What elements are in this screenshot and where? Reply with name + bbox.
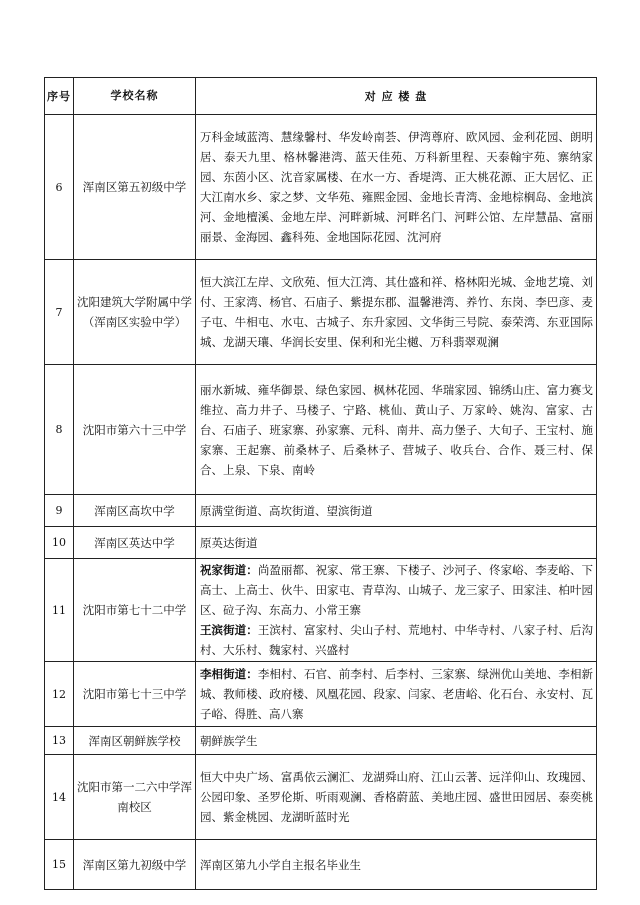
table-header-row bbox=[45, 78, 597, 115]
street-areas: 李相村、石官、前李村、后李村、三家寨、绿洲优山美地、李相新城、教师楼、政府楼、风凰花园、段家、闫家、老唐峪、化石台、永安村、瓦子峪、得胜、高八寨 bbox=[200, 667, 594, 721]
header-index: 序号 bbox=[45, 78, 74, 115]
table-row bbox=[45, 495, 597, 527]
row-index: 10 bbox=[45, 527, 74, 559]
row-index: 6 bbox=[45, 115, 74, 260]
row-area: 恒大滨江左岸、文欣苑、恒大江湾、其仕盛和祥、格林阳光城、金地艺境、刘付、王家湾、杨官、石庙子、紫提东郡、温馨港湾、养竹、东岗、李巴彦、麦子屯、牛相屯、水屯、古城子、东升家园、文华街三号院、泰荣湾、东亚国际城、龙湖天瓖、华润长安里、保利和光尘樾、万科翡翠观澜 bbox=[196, 260, 597, 365]
row-school: 沈阳市第七十二中学 bbox=[74, 559, 196, 662]
street-areas: 王滨村、富家村、尖山子村、荒地村、中华寺村、八家子村、后沟村、大乐村、魏家村、兴盛村 bbox=[200, 623, 594, 657]
row-index: 9 bbox=[45, 495, 74, 527]
row-area: 恒大中央广场、富禹依云澜汇、龙湖舜山府、江山云著、远洋仰山、玫瑰园、公园印象、圣罗伦斯、听雨观澜、香格蔚蓝、美地庄园、盛世田园居、泰奕桃园、紫金桃园、龙湖昕蓝时光 bbox=[196, 755, 597, 840]
table-row bbox=[45, 727, 597, 755]
row-school: 沈阳市第六十三中学 bbox=[74, 365, 196, 495]
row-school: 浑南区英达中学 bbox=[74, 527, 196, 559]
header-school: 学校名称 bbox=[74, 78, 196, 115]
street-areas: 尚盈丽都、祝家、常王寨、下楼子、沙河子、佟家峪、李麦峪、下高士、上高士、伙牛、田家屯、青草沟、山城子、龙三家子、田家洼、柏叶园区、砬子沟、东高力、小常王寨 bbox=[200, 563, 594, 617]
row-school: 沈阳市第七十三中学 bbox=[74, 662, 196, 727]
row-school: 浑南区高坎中学 bbox=[74, 495, 196, 527]
row-school: 浑南区朝鲜族学校 bbox=[74, 727, 196, 755]
row-area: 万科金域蓝湾、慧缘馨村、华发岭南荟、伊湾尊府、欧风园、金利花园、朗明居、泰天九里、格林馨港湾、蓝天佳苑、万科新里程、天泰翰宇苑、寨纳家园、东茵小区、沈音家属楼、在水一方、香堤湾、正大桃花源、正大居忆、正大江南水乡、家之梦、文华苑、雍熙金园、金地长青湾、金地棕榈岛、金地滨河、金地檀溪、金地左岸、河畔新城、河畔名门、河畔公馆、左岸慧晶、富丽丽景、金海园、鑫科苑、金地国际花园、沈河府 bbox=[196, 115, 597, 260]
row-area: 浑南区第九小学自主报名毕业生 bbox=[196, 840, 597, 890]
table-row bbox=[45, 115, 597, 260]
row-index: 14 bbox=[45, 755, 74, 840]
table-row bbox=[45, 840, 597, 890]
row-index: 12 bbox=[45, 662, 74, 727]
row-school: 沈阳建筑大学附属中学（浑南区实验中学） bbox=[74, 260, 196, 365]
school-district-table bbox=[44, 77, 597, 890]
street-label: 祝家街道： bbox=[200, 563, 258, 577]
row-area: 丽水新城、雍华御景、绿色家园、枫林花园、华瑞家园、锦绣山庄、富力赛戈维拉、高力井子、马楼子、宁路、桃仙、黄山子、万家岭、姚沟、富家、古台、石庙子、班家寨、孙家寨、元科、南井、高力堡子、大旬子、王宝村、施家寨、王起寨、前桑林子、后桑林子、营城子、收兵台、合作、聂三村、保合、上泉、下泉、南岭 bbox=[196, 365, 597, 495]
street-label: 李相街道： bbox=[200, 667, 258, 681]
row-school: 浑南区第五初级中学 bbox=[74, 115, 196, 260]
row-area: 原满堂街道、高坎街道、望滨街道 bbox=[196, 495, 597, 527]
table-row bbox=[45, 662, 597, 727]
row-area: 原英达街道 bbox=[196, 527, 597, 559]
table-row bbox=[45, 365, 597, 495]
row-index: 11 bbox=[45, 559, 74, 662]
table-row bbox=[45, 755, 597, 840]
table-row bbox=[45, 527, 597, 559]
row-school: 浑南区第九初级中学 bbox=[74, 840, 196, 890]
table-row bbox=[45, 559, 597, 662]
row-school: 沈阳市第一二六中学浑南校区 bbox=[74, 755, 196, 840]
row-area: 朝鲜族学生 bbox=[196, 727, 597, 755]
row-index: 15 bbox=[45, 840, 74, 890]
row-area bbox=[196, 559, 597, 662]
table-row bbox=[45, 260, 597, 365]
header-area: 对 应 楼 盘 bbox=[196, 78, 597, 115]
row-area bbox=[196, 662, 597, 727]
street-label: 王滨街道： bbox=[200, 623, 258, 637]
row-index: 13 bbox=[45, 727, 74, 755]
row-index: 8 bbox=[45, 365, 74, 495]
row-index: 7 bbox=[45, 260, 74, 365]
